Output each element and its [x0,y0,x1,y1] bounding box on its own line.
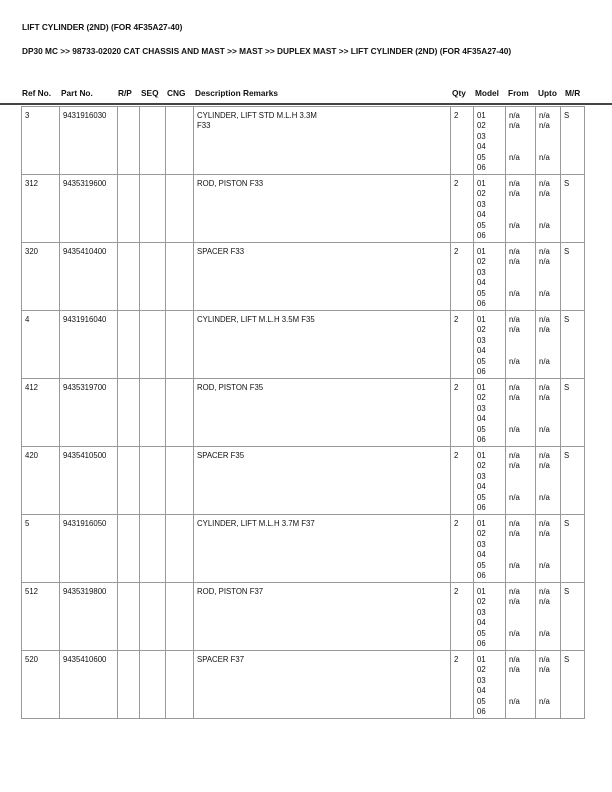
cell-part: 9435319800 [60,583,118,651]
cell-from: n/a n/a n/a [506,243,536,311]
cell-mr: S [561,243,585,311]
header-seq: SEQ [141,88,159,98]
parts-table [21,106,585,719]
cell-ref: 320 [22,243,60,311]
cell-qty: 2 [451,175,474,243]
header-part: Part No. [61,88,93,98]
cell-mr: S [561,175,585,243]
cell-qty: 2 [451,243,474,311]
cell-qty: 2 [451,311,474,379]
table-row [22,379,585,447]
cell-model: 01 02 03 04 05 06 [474,515,506,583]
cell-part: 9435319600 [60,175,118,243]
cell-empty [118,583,140,651]
cell-empty [118,311,140,379]
table-row [22,107,585,175]
cell-empty [166,175,194,243]
cell-mr: S [561,651,585,719]
cell-ref: 4 [22,311,60,379]
cell-mr: S [561,379,585,447]
cell-empty [166,447,194,515]
cell-empty [140,379,166,447]
cell-empty [166,515,194,583]
cell-upto: n/a n/a n/a [536,107,561,175]
cell-empty [118,515,140,583]
cell-qty: 2 [451,515,474,583]
header-cng: CNG [167,88,186,98]
cell-empty [140,243,166,311]
cell-upto: n/a n/a n/a [536,651,561,719]
cell-desc: SPACER F35 [194,447,451,515]
cell-empty [140,447,166,515]
cell-part: 9435410400 [60,243,118,311]
page-title: LIFT CYLINDER (2ND) (FOR 4F35A27-40) [22,22,183,32]
cell-from: n/a n/a n/a [506,583,536,651]
header-mr: M/R [565,88,581,98]
cell-from: n/a n/a n/a [506,311,536,379]
cell-desc: CYLINDER, LIFT STD M.L.H 3.3M F33 [194,107,451,175]
header-model: Model [475,88,499,98]
cell-qty: 2 [451,107,474,175]
table-row [22,583,585,651]
cell-ref: 512 [22,583,60,651]
cell-model: 01 02 03 04 05 06 [474,107,506,175]
cell-upto: n/a n/a n/a [536,515,561,583]
cell-empty [140,107,166,175]
cell-from: n/a n/a n/a [506,107,536,175]
breadcrumb: DP30 MC >> 98733-02020 CAT CHASSIS AND MAST >> MAST >> DUPLEX MAST >> LIFT CYLINDER (2ND) (FOR 4F35A27-40) [22,46,512,56]
cell-empty [166,651,194,719]
cell-empty [166,583,194,651]
cell-model: 01 02 03 04 05 06 [474,243,506,311]
cell-empty [166,243,194,311]
cell-empty [140,583,166,651]
cell-qty: 2 [451,379,474,447]
cell-empty [118,651,140,719]
cell-upto: n/a n/a n/a [536,583,561,651]
header-ref: Ref No. [22,88,52,98]
cell-empty [118,107,140,175]
cell-mr: S [561,311,585,379]
cell-empty [118,175,140,243]
cell-mr: S [561,447,585,515]
cell-model: 01 02 03 04 05 06 [474,175,506,243]
header-rp: R/P [118,88,132,98]
table-row [22,447,585,515]
table-row [22,175,585,243]
cell-part: 9435319700 [60,379,118,447]
cell-part: 9431916040 [60,311,118,379]
cell-empty [140,175,166,243]
cell-upto: n/a n/a n/a [536,379,561,447]
cell-desc: SPACER F33 [194,243,451,311]
cell-ref: 3 [22,107,60,175]
cell-empty [118,379,140,447]
cell-upto: n/a n/a n/a [536,447,561,515]
cell-qty: 2 [451,651,474,719]
table-row [22,243,585,311]
cell-model: 01 02 03 04 05 06 [474,583,506,651]
cell-mr: S [561,583,585,651]
cell-qty: 2 [451,583,474,651]
cell-model: 01 02 03 04 05 06 [474,651,506,719]
cell-from: n/a n/a n/a [506,379,536,447]
cell-part: 9435410500 [60,447,118,515]
cell-ref: 520 [22,651,60,719]
cell-empty [166,311,194,379]
cell-from: n/a n/a n/a [506,515,536,583]
cell-from: n/a n/a n/a [506,651,536,719]
cell-desc: SPACER F37 [194,651,451,719]
cell-model: 01 02 03 04 05 06 [474,447,506,515]
cell-empty [118,243,140,311]
header-upto: Upto [538,88,557,98]
cell-qty: 2 [451,447,474,515]
cell-empty [166,379,194,447]
cell-upto: n/a n/a n/a [536,175,561,243]
header-desc: Description Remarks [195,88,279,98]
cell-desc: CYLINDER, LIFT M.L.H 3.7M F37 [194,515,451,583]
cell-empty [118,447,140,515]
table-row [22,515,585,583]
cell-empty [140,651,166,719]
cell-desc: CYLINDER, LIFT M.L.H 3.5M F35 [194,311,451,379]
table-row [22,311,585,379]
header-qty: Qty [452,88,466,98]
cell-desc: ROD, PISTON F35 [194,379,451,447]
cell-desc: ROD, PISTON F37 [194,583,451,651]
cell-from: n/a n/a n/a [506,175,536,243]
cell-desc: ROD, PISTON F33 [194,175,451,243]
cell-empty [140,311,166,379]
cell-mr: S [561,515,585,583]
cell-part: 9435410600 [60,651,118,719]
cell-part: 9431916030 [60,107,118,175]
cell-empty [166,107,194,175]
cell-ref: 312 [22,175,60,243]
table-row [22,651,585,719]
cell-from: n/a n/a n/a [506,447,536,515]
cell-mr: S [561,107,585,175]
cell-ref: 5 [22,515,60,583]
header-from: From [508,88,529,98]
header-divider [0,103,612,105]
cell-empty [140,515,166,583]
cell-upto: n/a n/a n/a [536,243,561,311]
cell-part: 9431916050 [60,515,118,583]
cell-ref: 412 [22,379,60,447]
cell-ref: 420 [22,447,60,515]
cell-upto: n/a n/a n/a [536,311,561,379]
cell-model: 01 02 03 04 05 06 [474,311,506,379]
cell-model: 01 02 03 04 05 06 [474,379,506,447]
